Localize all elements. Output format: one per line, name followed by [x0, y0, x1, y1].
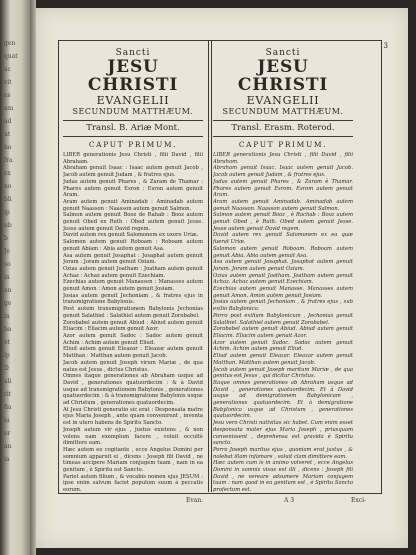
- left-verse: Ezechias autem genuit Manassen : Manasses autem genuit Amon : Amon autem genuit Josiam.: [63, 279, 203, 293]
- signature-mark: A 3: [284, 497, 295, 504]
- facing-page-fragment: ba: [4, 326, 12, 333]
- facing-page-fragment: an: [4, 443, 12, 450]
- left-verse: Asa autem genuit Josaphat : Josaphat autem genuit Joram : Joram autem genuit Oziam.: [63, 252, 203, 266]
- right-heading-matthaeum: SECUNDUM MATTHÆUM.: [213, 107, 353, 121]
- facing-page-fragment: so: [4, 261, 11, 268]
- right-verse: Salmon autem genuit Booz , è Rachab : Booz autem genuit Obed , è Ruth. Obed autem genuit Jesse. Jesse autem genuit David regem.: [213, 212, 353, 232]
- right-verse: Azor autem genuit Sadoc. Sadoc autem genuit Achim. Achim autem genuit Eliud.: [213, 339, 353, 353]
- right-verse: Zorobabel autem genuit Abiud. Abiud autem genuit Eliacim. Eliacim autem genuit Azor.: [213, 326, 353, 339]
- left-verses: [63, 152, 203, 492]
- right-translator: Transl. Erasm. Roterod.: [213, 123, 353, 137]
- right-verses: [213, 152, 353, 492]
- facing-page-fragment: ad: [4, 118, 12, 125]
- right-verse: LIBER generationis Jesu Christi , filii David , filii Abraham.: [213, 152, 353, 165]
- facing-page-fragment: ut: [4, 131, 11, 138]
- right-verse: Josias autem genuit Jechoniam , & fratres ejus , sub exilio Babylonico.: [213, 299, 353, 313]
- right-verse: Ozias autem genuit Joatham. Joatham autem genuit Achaz. Achaz autem genuit Ezechiam.: [213, 272, 353, 286]
- left-verse: Joseph autem vir ejus , justus existens , & non volens eam exemplum facere , voluit occultè dimittere eam.: [63, 426, 203, 447]
- facing-page-fragment: et: [4, 339, 10, 346]
- facing-page-fragment: bli: [4, 196, 12, 203]
- right-heading-sancti: Sancti: [265, 48, 301, 58]
- right-verse: Itaque omnes generationes ab Abraham usque ad David , generationes quatuordecim. Et à David usque ad demigrationem Babylonicam , generationes quatuordecim. Et à demigratione Babylonica usque ad Christum , generationes quatuordecim.: [213, 379, 353, 420]
- right-column: [213, 48, 353, 492]
- facing-page-fragment: ali: [4, 378, 12, 385]
- left-verse: Jacob autem genuit Joseph virum Mariæ , de qua natus est Jesus , dictus Christus.: [63, 359, 203, 373]
- facing-page-fragment: b: [4, 235, 8, 242]
- facing-page-fragment: quat: [4, 53, 18, 60]
- facing-page-fragment: D: [4, 365, 9, 372]
- left-verse: Pariet autem filium , & vocabis nomen ejus JESUM : ipse enim salvum faciet populum suum à peccatis eorum.: [63, 473, 203, 492]
- left-verse: Aram autem genuit Aminadab : Aminadab autem genuit Naasson : Naasson autem genuit Salmon.: [63, 198, 203, 212]
- right-verse: Eliud autem genuit Eleazar. Eleazar autem genuit Matthan. Matthan autem genuit Jacob.: [213, 353, 353, 366]
- left-verse: Omnes itaque generationes ab Abraham usque ad David , generationes quatuordecim : & à David usque ad transmigrationem Babylonis , generationes quatuordecim : & à transmigratione Babylonis usque ad Christum , generationes quatuordecim.: [63, 373, 203, 407]
- facing-page-fragment: ip: [4, 352, 10, 359]
- right-verse: Salomon autem genuit Roboam. Roboam autem genuit Abia. Abia autem genuit Asa.: [213, 245, 353, 259]
- facing-page-fragment: es: [4, 92, 11, 99]
- facing-page-fragment: vit: [4, 79, 12, 86]
- right-verse: Hæc autem cum is in animo volveret , ecce Angelus Domini in somnis visus est illi , dicens : Joseph fili David , ne vereare adsumere Mariam conjugem tuam : nam quod in ea genitum est , è Spiritu Sancto profectum est.: [213, 460, 353, 492]
- right-verse: Jesu vero Christi nativitas sic habet. Cum enim esset desponsata mater ejus Maria Joseph , priusquam convenissent , deprehensa est gravida è Spiritu sancto.: [213, 420, 353, 447]
- facing-page-fragment: ip: [4, 209, 10, 216]
- book-page: [36, 8, 408, 548]
- facing-page-fragment: in: [4, 274, 10, 281]
- left-verse: Zorobabel autem genuit Abiud : Abiud autem genuit Eliacim : Eliacim autem genuit Azor.: [63, 319, 203, 333]
- left-verse: At Jesu Christi generatio sic erat : Desponsata matre ejus Maria Joseph , ante quam convenirent , inventa est in utero habens de Spiritu Sancto.: [63, 406, 203, 427]
- left-verse: Post autem transmigrationem Babylonis Jechonias genuit Salathiel : Salathiel autem genuit Zorobabel.: [63, 306, 203, 319]
- left-chapter-title: CAPUT PRIMUM.: [88, 140, 178, 149]
- right-verse: Judas autem genuit Phares , & Zaram è Thamar. Phares autem genuit Esrom. Esrom autem genuit Aram.: [213, 178, 353, 199]
- left-verse: Eliud autem genuit Eleazar : Eleazar autem genuit Matthan : Matthan autem genuit Jacob.: [63, 346, 203, 360]
- left-column: [63, 48, 203, 492]
- right-verse: David autem rex genuit Salomonem ex ea quæ fuerat Uriæ.: [213, 232, 353, 246]
- left-verse: Josias autem genuit Jechoniam , & fratres ejus in transmigratione Babylonis.: [63, 292, 203, 306]
- facing-page-fragment: ac: [4, 66, 11, 73]
- left-verse: LIBER generationis Jesu Christi , filii David , filii Abraham.: [63, 152, 203, 165]
- facing-page-fragment: fra: [4, 157, 13, 164]
- facing-page-fragment: rit: [4, 391, 12, 398]
- column-rule-left: [208, 40, 209, 492]
- right-verse: Porro post exilium Babylonicum , Jechonias genuit Salathiel. Salathiel autem genuit Zorobabel.: [213, 312, 353, 326]
- left-verse: Azor autem genuit Sadoc : Sadoc autem genuit Achim : Achim autem genuit Eliud.: [63, 332, 203, 346]
- page-number: 3: [383, 42, 388, 50]
- facing-page-fragment: er: [4, 430, 11, 437]
- left-heading-matthaeum: SECUNDUM MATTHÆUM.: [63, 107, 203, 121]
- left-verse: Hæc autem eo cogitante , ecce Angelus Domini per somnium apparuit ei , dicens : Joseph fili David , ne timeas accipere Mariam conjugem tuam , nam in ea genitum , è Spiritu est Sancto.: [63, 446, 203, 474]
- facing-page-fragment: an: [4, 287, 12, 294]
- facing-page-fragment: ub: [4, 222, 12, 229]
- facing-page-fragment: ia: [4, 456, 10, 463]
- left-verse: David autem rex genuit Salomonem ex uxore Uriæ.: [63, 232, 199, 239]
- right-chapter-title: CAPUT PRIMUM.: [238, 140, 328, 149]
- facing-page-fragment: fia: [4, 404, 12, 411]
- facing-page-fragment: gen: [4, 40, 16, 47]
- right-verse: Abraham genuit Isaac. Isaac autem genuit Jacob. Jacob autem genuit Judam , & fratres ejus.: [213, 165, 353, 179]
- left-heading-sancti: Sancti: [115, 48, 151, 58]
- facing-page-fragment: um: [4, 105, 14, 112]
- left-verse: Salmon autem genuit Booz de Rahab : Booz autem genuit Obed ex Ruth : Obed autem genuit Jesse. Jesse autem genuit David regem.: [63, 212, 203, 232]
- facing-page-fragment: iu: [4, 417, 10, 424]
- right-verse: Asa autem genuit Josaphat. Josaphat autem genuit Joram. Joram autem genuit Oziam.: [213, 259, 353, 272]
- column-rule-right: [211, 40, 212, 492]
- facing-page-fragment: Je: [4, 248, 10, 255]
- catchword-right: Exci-: [351, 497, 367, 504]
- left-translator: Transl. B. Ariæ Mont.: [63, 123, 203, 137]
- right-heading-jesu-christi: JESU CHRISTI: [237, 57, 329, 95]
- left-verse: Salomon autem genuit Roboam : Roboam autem genuit Abiam : Abia autem genuit Asa.: [63, 239, 203, 252]
- right-verse: Porro Joseph maritus ejus , quoniam erat justus , & nolebat illam infamare , voluit clam dimittere eam.: [213, 446, 353, 460]
- right-heading-evangelii: EVANGELII: [246, 94, 320, 107]
- right-verse: Ezechias autem genuit Manasse. Manasses autem genuit Amon. Amon autem genuit Josiam.: [213, 286, 353, 299]
- facing-page-fragment: no: [4, 183, 12, 190]
- facing-page-fragment: no: [4, 144, 12, 151]
- facing-page-fragment: in: [4, 313, 10, 320]
- facing-page-fragment: ex: [4, 170, 11, 177]
- right-verse: Aram autem genuit Aminadab. Aminadab autem genuit Naasson. Naasson autem genuit Salmon.: [213, 198, 353, 212]
- right-verse: Jacob autem genuit Joseph maritum Mariæ , de qua genitus est Jesus , qui dicitur Christus.: [213, 366, 353, 380]
- left-heading-jesu-christi: JESU CHRISTI: [87, 57, 179, 95]
- facing-page-edge: [0, 0, 30, 555]
- facing-page-fragment: ge: [4, 300, 12, 307]
- left-heading-evangelii: EVANGELII: [96, 94, 170, 107]
- left-verse: Ozias autem genuit Joatham : Joatham autem genuit Achaz : Achaz autem genuit Ezechiam.: [63, 265, 203, 279]
- left-verse: Abraham genuit Isaac : Isaac autem genuit Jacob , Jacob autem genuit Judam , & fratres ejus.: [63, 165, 203, 179]
- catchword-left: Evan.: [186, 497, 204, 504]
- left-verse: Judas autem genuit Phares , & Zaram de Thamar : Phares autem genuit Esron : Esron autem genuit Aram.: [63, 178, 203, 199]
